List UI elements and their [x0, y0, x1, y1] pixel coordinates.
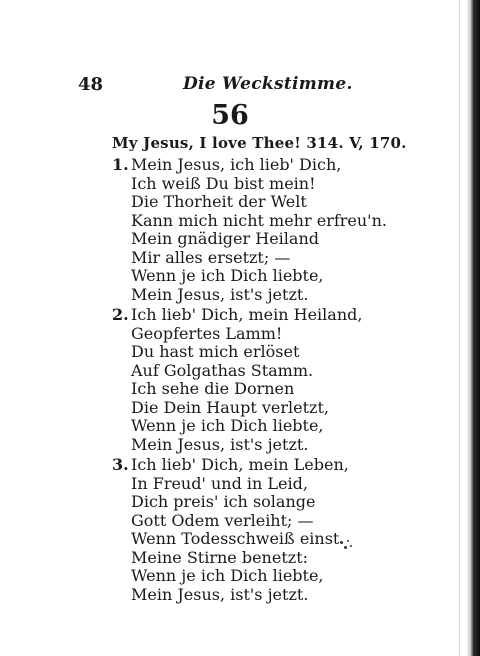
- stanza-line: Die Thorheit der Welt: [131, 192, 307, 211]
- stanza-3: [112, 456, 412, 604]
- stanza-line-text: Ich lieb' Dich, mein Heiland,: [131, 305, 363, 324]
- stanza-line: Gott Odem verleiht; —: [131, 510, 314, 530]
- stanza-line: Dich preis' ich solange: [131, 492, 316, 511]
- stanza-line: Ich weiß Du bist mein!: [131, 173, 316, 193]
- stanza-line-text: Ich lieb' Dich, mein Leben,: [131, 455, 349, 474]
- stanza-number: 2.: [112, 305, 129, 324]
- stanza-line-text: Mein Jesus, ich lieb' Dich,: [131, 155, 342, 174]
- page-number: 48: [78, 74, 104, 95]
- stanza-line: [112, 306, 412, 325]
- stanza-line: Auf Golgathas Stamm.: [131, 360, 314, 380]
- tune-reference: My Jesus, I love Thee! 314. V, 170.: [112, 134, 407, 152]
- hymn-number: 56: [211, 100, 249, 131]
- stanza-line: Mein Jesus, ist's jetzt.: [131, 434, 309, 454]
- stanza-line: Wenn je ich Dich liebte,: [131, 416, 324, 435]
- stanza-line: Geopfertes Lamm!: [131, 323, 283, 343]
- page-header: [78, 74, 378, 100]
- stanza-line: Wenn je ich Dich liebte,: [131, 566, 324, 585]
- stanza-line: Mein Jesus, ist's jetzt.: [131, 584, 309, 604]
- stanza-line: Kann mich nicht mehr erfreu'n.: [131, 210, 387, 230]
- stanza-line: Die Dein Haupt verletzt,: [131, 397, 329, 417]
- running-title: Die Weckstimme.: [183, 74, 353, 94]
- stanza-line: Du hast mich erlöset: [131, 342, 300, 361]
- stanza-number: 1.: [112, 155, 129, 174]
- stanza-line: [112, 156, 412, 175]
- ink-smudge: [340, 540, 354, 550]
- stanza-line: Ich sehe die Dornen: [131, 379, 295, 398]
- stanza-number: 3.: [112, 455, 129, 474]
- page-binding-edge: [466, 0, 480, 656]
- stanza-line: [112, 456, 412, 475]
- stanza-line: Wenn je ich Dich liebte,: [131, 266, 324, 285]
- stanza-line: Mein gnädiger Heiland: [131, 229, 319, 248]
- stanza-line: Mir alles ersetzt; —: [131, 247, 291, 267]
- stanza-line: Mein Jesus, ist's jetzt.: [131, 284, 309, 304]
- stanza-1: [112, 156, 412, 304]
- stanza-line: Wenn Todesschweiß einst: [131, 529, 340, 548]
- stanza-line: Meine Stirne benetzt:: [131, 547, 309, 567]
- stanza-2: [112, 306, 412, 454]
- stanza-line: In Freud' und in Leid,: [131, 473, 308, 493]
- page-fold-line: [459, 0, 460, 656]
